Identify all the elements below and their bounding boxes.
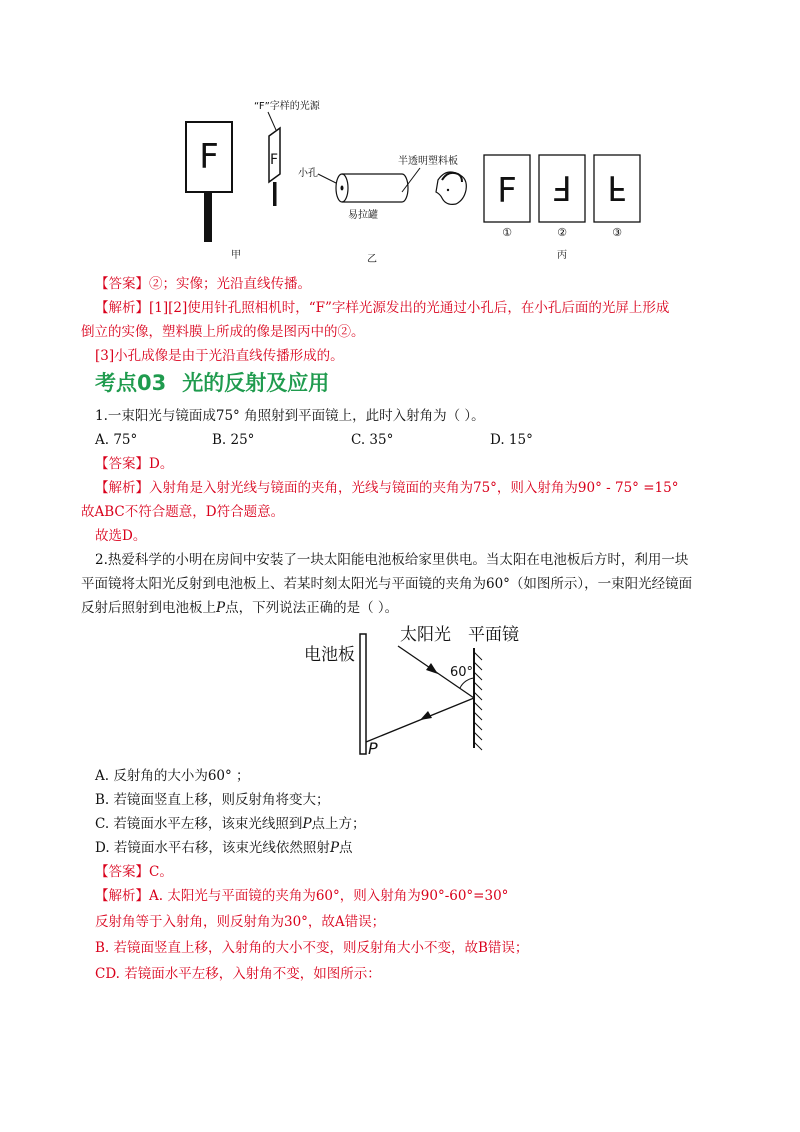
q2-option-d-b: 点 xyxy=(339,840,353,856)
hole-label: 小孔 xyxy=(298,168,318,179)
q2-analysis-line-2: 反射角等于入射角，则反射角为30°，故A错误； xyxy=(95,914,386,930)
top-analysis-line-1: 【解析】[1][2]使用针孔照相机时，“F”字样光源发出的光通过小孔后，在小孔后面的光屏上形成 xyxy=(95,300,670,316)
section-title: 光的反射及应用 xyxy=(182,371,330,395)
q2-option-b: B. 若镜面竖直上移，则反射角将变大； xyxy=(95,792,330,808)
q2-option-d-a: D. 若镜面水平右移，该束光线依然照射 xyxy=(95,840,330,856)
q2-option-d-p: P xyxy=(329,840,340,856)
screen-2-letter: F xyxy=(552,167,572,207)
mirror-label: 平面镜 xyxy=(468,625,519,645)
q1-option-c: C. 35° xyxy=(351,432,394,448)
q2-analysis-1a: 【解析】A. 太阳光与平面镜的夹角为60°，则入射角为 xyxy=(95,888,421,904)
top-analysis-line-2: 倒立的实像，塑料膜上所成的像是图丙中的②。 xyxy=(81,324,365,340)
top-answer: 【答案】②；实像；光沿直线传播。 xyxy=(95,276,311,292)
q2-stem-line-2: 平面镜将太阳光反射到电池板上、若某时刻太阳光与平面镜的夹角为60°（如图所示），一束阳光经镜面 xyxy=(81,576,693,592)
q2-option-c-p: P xyxy=(302,816,312,832)
q2-option-c-a: C. 若镜面水平左移，该束光线照到 xyxy=(95,816,303,832)
screen-2-num: ② xyxy=(557,226,567,239)
sun-label: 太阳光 xyxy=(400,625,451,645)
q2-stem-3a: 反射后照射到电池板上 xyxy=(81,600,216,616)
q2-option-a: A. 反射角的大小为60° ； xyxy=(95,768,250,784)
q1-answer: 【答案】D。 xyxy=(95,456,174,472)
q1-option-a: A. 75° xyxy=(95,432,138,448)
q2-answer: 【答案】C。 xyxy=(95,864,173,880)
point-p-label: P xyxy=(368,739,378,758)
screen-1-num: ① xyxy=(502,226,512,239)
top-analysis-line-3: [3]小孔成像是由于光沿直线传播形成的。 xyxy=(95,348,344,364)
q1-stem: 1.一束阳光与镜面成75° 角照射到平面镜上，此时入射角为（ ）。 xyxy=(95,408,485,424)
q2-stem-3b: 点，下列说法正确的是（ ）。 xyxy=(225,600,399,616)
q2-stem-line-1: 2.热爱科学的小明在房间中安装了一块太阳能电池板给家里供电。当太阳在电池板后方时，利用一块 xyxy=(95,552,689,568)
q2-analysis-line-3: B. 若镜面竖直上移，入射角的大小不变，则反射角大小不变，故B错误； xyxy=(95,940,529,956)
caption-yi: 乙 xyxy=(367,254,377,265)
q1-conclusion: 故选D。 xyxy=(95,528,147,544)
screen-1-letter: F xyxy=(497,171,517,211)
section-number: 考点03 xyxy=(95,371,167,395)
screen-3-num: ③ xyxy=(612,226,622,239)
can-label: 易拉罐 xyxy=(348,210,378,221)
source-label: “F”字样的光源 xyxy=(254,101,320,112)
reflection-figure xyxy=(300,618,540,758)
pinhole-camera-figure xyxy=(180,98,660,268)
q1-analysis-line-1: 【解析】入射角是入射光线与镜面的夹角，光线与镜面的夹角为75°，则入射角为90° - 75° =15° xyxy=(95,480,679,496)
screen-3-letter: F xyxy=(607,167,627,207)
q2-option-c xyxy=(95,815,366,833)
q2-option-d xyxy=(95,839,353,857)
q1-option-d: D. 15° xyxy=(490,432,533,448)
section-heading xyxy=(95,370,329,396)
angle-label: 60° xyxy=(450,665,474,680)
q2-stem-line-3 xyxy=(81,599,398,617)
q1-analysis-line-2: 故ABC不符合题意，D符合题意。 xyxy=(81,504,285,520)
q1-option-b: B. 25° xyxy=(212,432,255,448)
q2-analysis-formula: 90°-60°=30° xyxy=(420,888,509,904)
film-label: 半透明塑料板 xyxy=(398,156,458,167)
caption-bing: 丙 xyxy=(557,250,567,261)
caption-jia: 甲 xyxy=(231,250,241,261)
q2-analysis-line-1 xyxy=(95,887,508,905)
q2-option-c-b: 点上方； xyxy=(311,816,366,832)
panel-label: 电池板 xyxy=(304,645,355,665)
svg-text:F: F xyxy=(269,152,279,168)
big-f-letter: F xyxy=(199,137,219,177)
q2-analysis-line-4: CD. 若镜面水平左移，入射角不变，如图所示： xyxy=(95,966,381,982)
q2-stem-point-p: P xyxy=(216,600,226,616)
